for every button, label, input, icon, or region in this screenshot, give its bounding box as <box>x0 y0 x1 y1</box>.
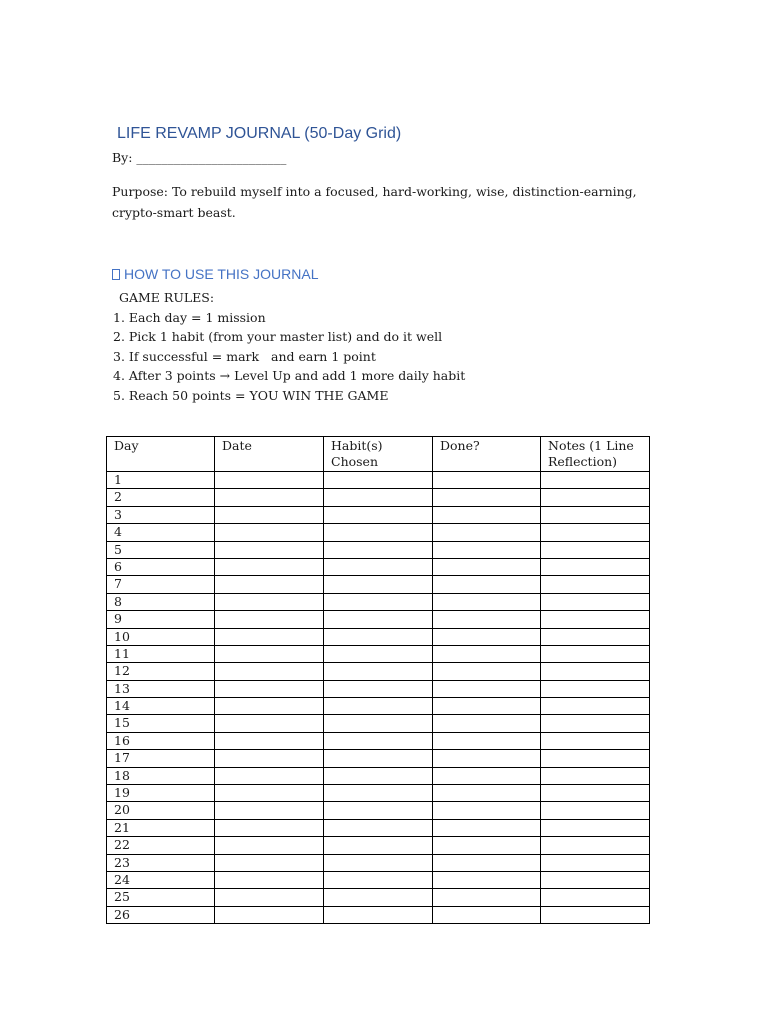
cell-habit[interactable] <box>324 628 433 645</box>
cell-notes[interactable] <box>541 645 650 662</box>
cell-done[interactable] <box>433 785 541 802</box>
rule-item: 2. Pick 1 habit (from your master list) and do it well <box>113 329 443 344</box>
cell-done[interactable] <box>433 524 541 541</box>
table-row <box>107 593 650 610</box>
table-row <box>107 541 650 558</box>
cell-notes[interactable] <box>541 576 650 593</box>
cell-habit[interactable] <box>324 889 433 906</box>
cell-date[interactable] <box>215 593 324 610</box>
cell-done[interactable] <box>433 576 541 593</box>
cell-day: 10 <box>107 628 215 645</box>
cell-date[interactable] <box>215 837 324 854</box>
table-row <box>107 854 650 871</box>
cell-notes[interactable] <box>541 819 650 836</box>
cell-date[interactable] <box>215 489 324 506</box>
game-rules <box>113 288 465 405</box>
cell-done[interactable] <box>433 837 541 854</box>
cell-day: 16 <box>107 732 215 749</box>
header-date: Date <box>215 437 324 472</box>
cell-date[interactable] <box>215 645 324 662</box>
cell-done[interactable] <box>433 628 541 645</box>
cell-date[interactable] <box>215 819 324 836</box>
cell-date[interactable] <box>215 524 324 541</box>
table-row <box>107 785 650 802</box>
cell-date[interactable] <box>215 628 324 645</box>
cell-notes[interactable] <box>541 593 650 610</box>
header-habits: Habit(s) Chosen <box>324 437 433 472</box>
cell-day: 26 <box>107 906 215 923</box>
habit-grid-table <box>106 436 650 924</box>
cell-notes[interactable] <box>541 680 650 697</box>
table-row <box>107 698 650 715</box>
cell-habit[interactable] <box>324 906 433 923</box>
cell-notes[interactable] <box>541 802 650 819</box>
how-to-heading-text: HOW TO USE THIS JOURNAL <box>124 266 319 282</box>
cell-date[interactable] <box>215 732 324 749</box>
cell-date[interactable] <box>215 558 324 575</box>
rule-item: 1. Each day = 1 mission <box>113 309 266 325</box>
cell-date[interactable] <box>215 767 324 784</box>
table-row <box>107 750 650 767</box>
cell-habit[interactable] <box>324 819 433 836</box>
cell-habit[interactable] <box>324 663 433 680</box>
cell-notes[interactable] <box>541 628 650 645</box>
cell-notes[interactable] <box>541 906 650 923</box>
cell-habit[interactable] <box>324 611 433 628</box>
cell-date[interactable] <box>215 906 324 923</box>
rule-item: 5. Reach 50 points = YOU WIN THE GAME <box>113 387 389 403</box>
cell-done[interactable] <box>433 593 541 610</box>
cell-notes[interactable] <box>541 750 650 767</box>
table-row <box>107 871 650 888</box>
cell-day: 2 <box>107 489 215 506</box>
rules-heading: GAME RULES: <box>119 290 215 305</box>
cell-done[interactable] <box>433 732 541 749</box>
cell-notes[interactable] <box>541 837 650 854</box>
table-row <box>107 906 650 923</box>
table-row <box>107 558 650 575</box>
cell-habit[interactable] <box>324 715 433 732</box>
cell-date[interactable] <box>215 663 324 680</box>
cell-notes[interactable] <box>541 541 650 558</box>
cell-day: 15 <box>107 715 215 732</box>
cell-done[interactable] <box>433 906 541 923</box>
cell-day: 24 <box>107 871 215 888</box>
cell-done[interactable] <box>433 767 541 784</box>
cell-notes[interactable] <box>541 871 650 888</box>
table-row <box>107 611 650 628</box>
table-row <box>107 715 650 732</box>
author-line: By: ________________________ <box>112 150 287 165</box>
cell-done[interactable] <box>433 854 541 871</box>
cell-date[interactable] <box>215 785 324 802</box>
header-notes: Notes (1 Line Reflection) <box>541 437 650 472</box>
cell-notes[interactable] <box>541 698 650 715</box>
table-row <box>107 819 650 836</box>
cell-date[interactable] <box>215 506 324 523</box>
cell-habit[interactable] <box>324 837 433 854</box>
rule-item: 3. If successful = mark and earn 1 point <box>113 348 376 364</box>
cell-done[interactable] <box>433 558 541 575</box>
cell-date[interactable] <box>215 698 324 715</box>
cell-habit[interactable] <box>324 750 433 767</box>
cell-habit[interactable] <box>324 680 433 697</box>
cell-day: 25 <box>107 889 215 906</box>
missing-glyph-icon <box>112 269 120 280</box>
table-row <box>107 889 650 906</box>
cell-date[interactable] <box>215 472 324 489</box>
cell-day: 1 <box>107 472 215 489</box>
table-row <box>107 506 650 523</box>
cell-habit[interactable] <box>324 524 433 541</box>
cell-done[interactable] <box>433 715 541 732</box>
cell-day: 8 <box>107 593 215 610</box>
cell-day: 6 <box>107 558 215 575</box>
cell-done[interactable] <box>433 489 541 506</box>
cell-habit[interactable] <box>324 541 433 558</box>
cell-date[interactable] <box>215 871 324 888</box>
cell-date[interactable] <box>215 611 324 628</box>
cell-date[interactable] <box>215 576 324 593</box>
table-row <box>107 645 650 662</box>
cell-notes[interactable] <box>541 611 650 628</box>
cell-done[interactable] <box>433 680 541 697</box>
cell-done[interactable] <box>433 819 541 836</box>
cell-day: 12 <box>107 663 215 680</box>
cell-habit[interactable] <box>324 472 433 489</box>
cell-date[interactable] <box>215 541 324 558</box>
cell-notes[interactable] <box>541 854 650 871</box>
cell-day: 19 <box>107 785 215 802</box>
cell-notes[interactable] <box>541 767 650 784</box>
cell-done[interactable] <box>433 698 541 715</box>
cell-done[interactable] <box>433 541 541 558</box>
table-row <box>107 628 650 645</box>
cell-date[interactable] <box>215 750 324 767</box>
cell-notes[interactable] <box>541 489 650 506</box>
page-title: LIFE REVAMP JOURNAL (50-Day Grid) <box>117 125 402 142</box>
table-body <box>107 472 650 924</box>
cell-notes[interactable] <box>541 663 650 680</box>
cell-done[interactable] <box>433 645 541 662</box>
table-row <box>107 489 650 506</box>
table-row <box>107 680 650 697</box>
cell-habit[interactable] <box>324 558 433 575</box>
table-header-row <box>107 437 650 472</box>
cell-habit[interactable] <box>324 802 433 819</box>
cell-notes[interactable] <box>541 472 650 489</box>
cell-habit[interactable] <box>324 732 433 749</box>
cell-habit[interactable] <box>324 854 433 871</box>
header-day: Day <box>107 437 215 472</box>
cell-day: 7 <box>107 576 215 593</box>
cell-day: 21 <box>107 819 215 836</box>
table-row <box>107 576 650 593</box>
cell-done[interactable] <box>433 663 541 680</box>
cell-date[interactable] <box>215 680 324 697</box>
cell-notes[interactable] <box>541 558 650 575</box>
table-row <box>107 524 650 541</box>
cell-day: 13 <box>107 680 215 697</box>
cell-date[interactable] <box>215 715 324 732</box>
cell-habit[interactable] <box>324 645 433 662</box>
cell-habit[interactable] <box>324 506 433 523</box>
cell-done[interactable] <box>433 472 541 489</box>
cell-habit[interactable] <box>324 489 433 506</box>
cell-notes[interactable] <box>541 524 650 541</box>
table-row <box>107 732 650 749</box>
cell-done[interactable] <box>433 802 541 819</box>
cell-notes[interactable] <box>541 506 650 523</box>
cell-day: 11 <box>107 645 215 662</box>
cell-habit[interactable] <box>324 576 433 593</box>
cell-day: 9 <box>107 611 215 628</box>
how-to-heading <box>112 266 318 282</box>
cell-day: 20 <box>107 802 215 819</box>
header-done: Done? <box>433 437 541 472</box>
table-row <box>107 802 650 819</box>
cell-done[interactable] <box>433 871 541 888</box>
cell-date[interactable] <box>215 802 324 819</box>
cell-day: 22 <box>107 837 215 854</box>
cell-day: 5 <box>107 541 215 558</box>
cell-day: 18 <box>107 767 215 784</box>
cell-done[interactable] <box>433 506 541 523</box>
cell-day: 3 <box>107 506 215 523</box>
cell-date[interactable] <box>215 889 324 906</box>
cell-done[interactable] <box>433 889 541 906</box>
cell-habit[interactable] <box>324 767 433 784</box>
cell-habit[interactable] <box>324 698 433 715</box>
cell-habit[interactable] <box>324 871 433 888</box>
cell-habit[interactable] <box>324 593 433 610</box>
cell-notes[interactable] <box>541 889 650 906</box>
cell-habit[interactable] <box>324 785 433 802</box>
cell-notes[interactable] <box>541 715 650 732</box>
cell-done[interactable] <box>433 750 541 767</box>
cell-day: 23 <box>107 854 215 871</box>
rule-item: 4. After 3 points → Level Up and add 1 more daily habit <box>113 368 466 383</box>
cell-notes[interactable] <box>541 732 650 749</box>
cell-date[interactable] <box>215 854 324 871</box>
cell-done[interactable] <box>433 611 541 628</box>
purpose-paragraph: Purpose: To rebuild myself into a focused, hard-working, wise, distinction-earning, crypto-smart beast. <box>112 184 637 220</box>
table-row <box>107 663 650 680</box>
table-row <box>107 472 650 489</box>
cell-day: 4 <box>107 524 215 541</box>
table-row <box>107 767 650 784</box>
cell-day: 17 <box>107 750 215 767</box>
table-row <box>107 837 650 854</box>
cell-notes[interactable] <box>541 785 650 802</box>
cell-day: 14 <box>107 698 215 715</box>
